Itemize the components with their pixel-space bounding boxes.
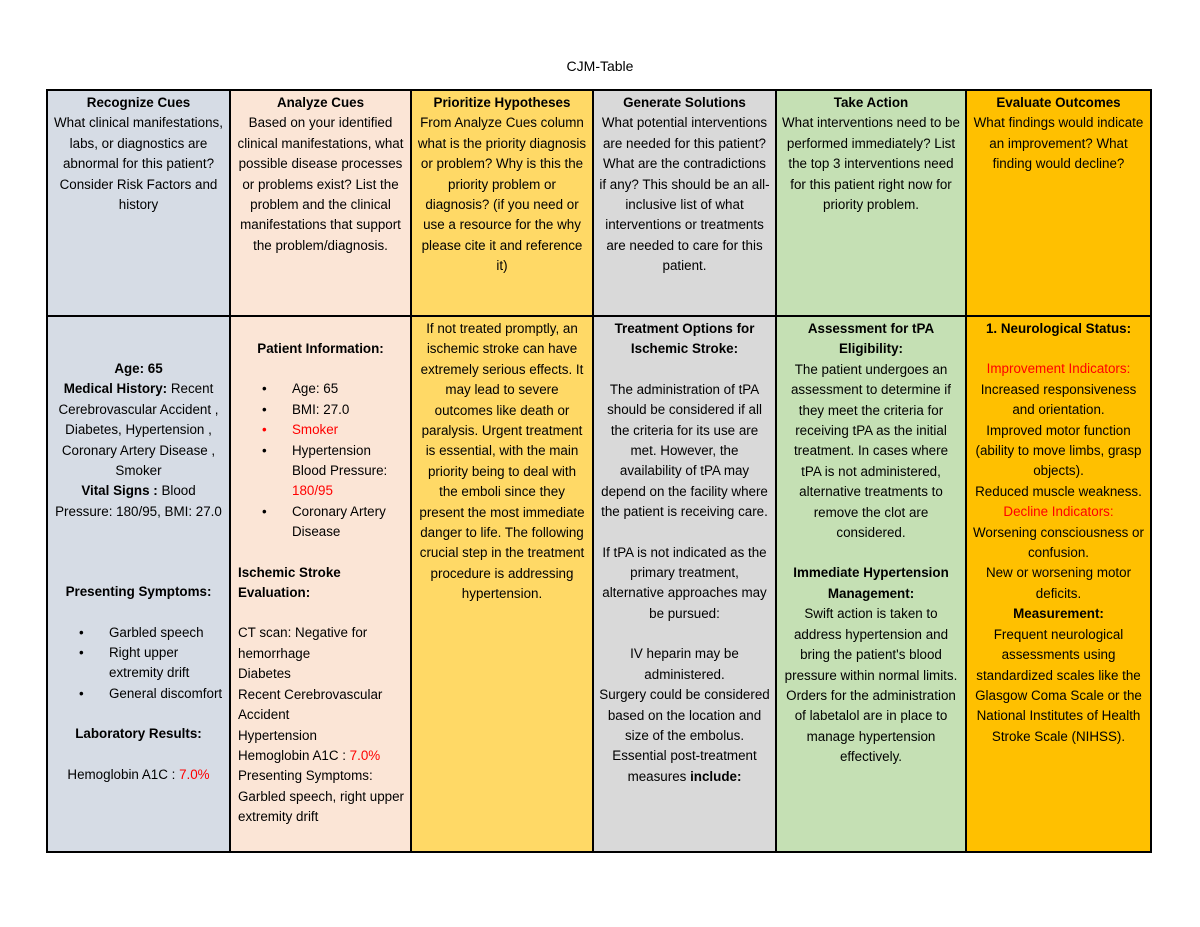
header-desc: From Analyze Cues column what is the priority diagnosis or problem? Why is this the priority problem or diagnosis? (if you need or use a resource for the why please cite it and reference it) (417, 115, 587, 274)
heparin-text: IV heparin may be administered. (630, 646, 739, 682)
neuro-status-heading: 1. Neurological Status: (985, 321, 1132, 336)
improvement-item: Reduced muscle weakness. (975, 483, 1142, 499)
cell-prioritize-hypotheses (411, 316, 593, 852)
presenting-symptoms: Presenting Symptoms: Garbled speech, right upper extremity drift (238, 768, 404, 825)
decline-item: New or worsening motor deficits. (985, 565, 1132, 601)
header-take-action (776, 90, 966, 316)
hba1c: Hemoglobin A1C : 7.0% (238, 747, 381, 763)
header-desc: What interventions need to be performed immediately? List the top 3 interventions need for this patient right now for priority problem. (782, 115, 960, 213)
content-row (47, 316, 1151, 852)
hypertension-heading: Immediate Hypertension Management: (793, 565, 949, 601)
header-recognize-cues (47, 90, 230, 316)
improvement-item: Improved motor function (ability to move limbs, grasp objects). (975, 422, 1142, 479)
tpa-text: The administration of tPA should be considered if all the criteria for its use are met. However, the availability of tPA may depend on the facility where the patient is receiving care. (601, 381, 768, 520)
header-title: Evaluate Outcomes (996, 95, 1121, 110)
age-text: Age: 65 (114, 361, 163, 376)
page-title: CJM-Table (566, 58, 634, 74)
patient-info-label: Patient Information: (257, 341, 384, 356)
treatment-options-heading: Treatment Options for Ischemic Stroke: (614, 321, 755, 357)
presenting-symptoms-label: Presenting Symptoms: (65, 584, 212, 600)
htn: Hypertension (238, 727, 317, 743)
cell-evaluate-outcomes (966, 316, 1151, 852)
measurement-text: Frequent neurological assessments using standardized scales like the Glasgow Coma Scale or the National Institutes of Health Stroke Scale (NIHSS). (975, 626, 1142, 744)
stroke-eval-label: Ischemic Stroke Evaluation: (238, 564, 341, 601)
header-title: Generate Solutions (623, 95, 746, 110)
header-desc: What potential interventions are needed for this patient? What are the contradictions if any? This should be an all-inclusive list of what interventions or treatments are needed to care for this patient. (599, 115, 770, 274)
alternative-text: If tPA is not indicated as the primary treatment, alternative approaches may be pursued: (602, 544, 767, 621)
vital-signs: Vital Signs : Blood Pressure: 180/95, BMI: 27.0 (55, 483, 222, 519)
header-prioritize-hypotheses (411, 90, 593, 316)
tpa-assessment-heading: Assessment for tPA Eligibility: (807, 321, 935, 357)
list-item: • Garbled speech (53, 623, 224, 643)
hypertension-text: Swift action is taken to address hypertension and bring the patient's blood pressure within normal limits. Orders for the administration of labetalol are in place to manage hypertension effectively. (784, 606, 958, 765)
medical-history: Medical History: Recent Cerebrovascular Accident , Diabetes, Hypertension , Coronary Artery Disease , Smoker (58, 381, 219, 479)
ct-scan: CT scan: Negative for hemorrhage (238, 625, 368, 661)
lab-result: Hemoglobin A1C : 7.0% (67, 766, 210, 782)
improvement-label: Improvement Indicators: (986, 361, 1131, 377)
header-row (47, 90, 1151, 316)
symptom-list (53, 623, 224, 705)
list-item: • Smoker (236, 420, 405, 440)
diabetes: Diabetes (238, 666, 291, 682)
header-title: Recognize Cues (86, 95, 191, 110)
improvement-item: Increased responsiveness and orientation. (980, 381, 1137, 418)
cell-generate-solutions (593, 316, 776, 852)
cell-recognize-cues (47, 316, 230, 852)
list-item: • Age: 65 (236, 379, 405, 399)
decline-label: Decline Indicators: (1003, 504, 1114, 520)
list-item: • Coronary Artery Disease (236, 502, 405, 543)
cell-analyze-cues (230, 316, 411, 852)
list-item: • BMI: 27.0 (236, 400, 405, 420)
decline-item: Worsening consciousness or confusion. (973, 524, 1144, 561)
priority-text: If not treated promptly, an ischemic stroke can have extremely serious effects. It may lead to severe outcomes like death or paralysis. Urgent treatment is essential, with the main priority being to deal with the emboli since they present the most immediate danger to life. The following crucial step in the treatment procedure is addressing hypertension. (419, 321, 585, 602)
header-desc: What findings would indicate an improvement? What finding would decline? (973, 115, 1144, 172)
cjm-table (46, 89, 1152, 853)
measurement-label: Measurement: (1013, 606, 1104, 622)
patient-info-list (236, 379, 405, 542)
header-desc: Based on your identified clinical manifestations, what possible disease processes or problems exist? List the problem and the clinical manifestations that support the problem/diagnosis. (237, 115, 404, 253)
header-generate-solutions (593, 90, 776, 316)
header-evaluate-outcomes (966, 90, 1151, 316)
header-analyze-cues (230, 90, 411, 316)
cva: Recent Cerebrovascular Accident (238, 686, 383, 723)
cell-take-action (776, 316, 966, 852)
lab-results-label: Laboratory Results: (75, 726, 202, 742)
post-treatment-text: Essential post-treatment measures include: (612, 748, 757, 784)
header-title: Analyze Cues (276, 95, 365, 110)
header-desc: What clinical manifestations, labs, or diagnostics are abnormal for this patient? Consider Risk Factors and history (54, 115, 223, 213)
header-title: Prioritize Hypotheses (433, 95, 571, 110)
surgery-text: Surgery could be considered based on the location and size of the embolus. (599, 687, 770, 743)
list-item: • Right upper extremity drift (53, 643, 224, 684)
list-item: • Hypertension Blood Pressure: 180/95 (236, 441, 405, 502)
tpa-assessment-text: The patient undergoes an assessment to determine if they meet the criteria for receiving tPA as the initial treatment. In cases where tPA is not administered, alternative treatments to remove the clot are considered. (790, 361, 951, 541)
header-title: Take Action (833, 95, 909, 110)
list-item: • General discomfort (53, 684, 224, 704)
